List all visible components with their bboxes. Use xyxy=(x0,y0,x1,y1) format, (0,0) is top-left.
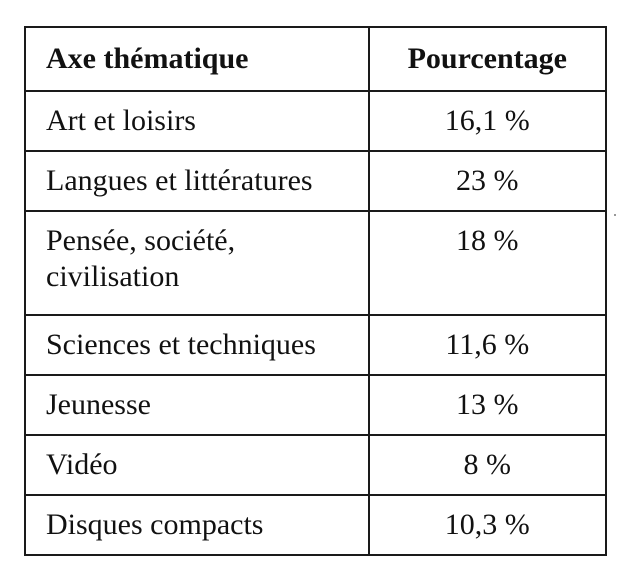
cell-axe: Vidéo xyxy=(25,435,369,495)
cell-pourcentage: 10,3 % xyxy=(369,495,606,555)
thematic-table xyxy=(24,26,607,556)
cell-pourcentage: 8 % xyxy=(369,435,606,495)
table-row xyxy=(25,375,606,435)
cell-pourcentage: 13 % xyxy=(369,375,606,435)
header-pourcentage: Pourcentage xyxy=(369,27,606,91)
cell-axe: Art et loisirs xyxy=(25,91,369,151)
cell-pourcentage: 11,6 % xyxy=(369,315,606,375)
table-row xyxy=(25,435,606,495)
table-row xyxy=(25,315,606,375)
cell-pourcentage: 16,1 % xyxy=(369,91,606,151)
table-row xyxy=(25,91,606,151)
cell-axe: Jeunesse xyxy=(25,375,369,435)
table-header-row xyxy=(25,27,606,91)
table-row xyxy=(25,151,606,211)
cell-pourcentage: 23 % xyxy=(369,151,606,211)
cell-axe: Sciences et techniques xyxy=(25,315,369,375)
scan-speck xyxy=(614,214,616,216)
table-row xyxy=(25,495,606,555)
cell-pourcentage: 18 % xyxy=(369,211,606,315)
cell-axe: Langues et littératures xyxy=(25,151,369,211)
cell-axe: Pensée, société, civilisation xyxy=(25,211,369,315)
cell-axe: Disques compacts xyxy=(25,495,369,555)
table-row xyxy=(25,211,606,315)
header-axe: Axe thématique xyxy=(25,27,369,91)
